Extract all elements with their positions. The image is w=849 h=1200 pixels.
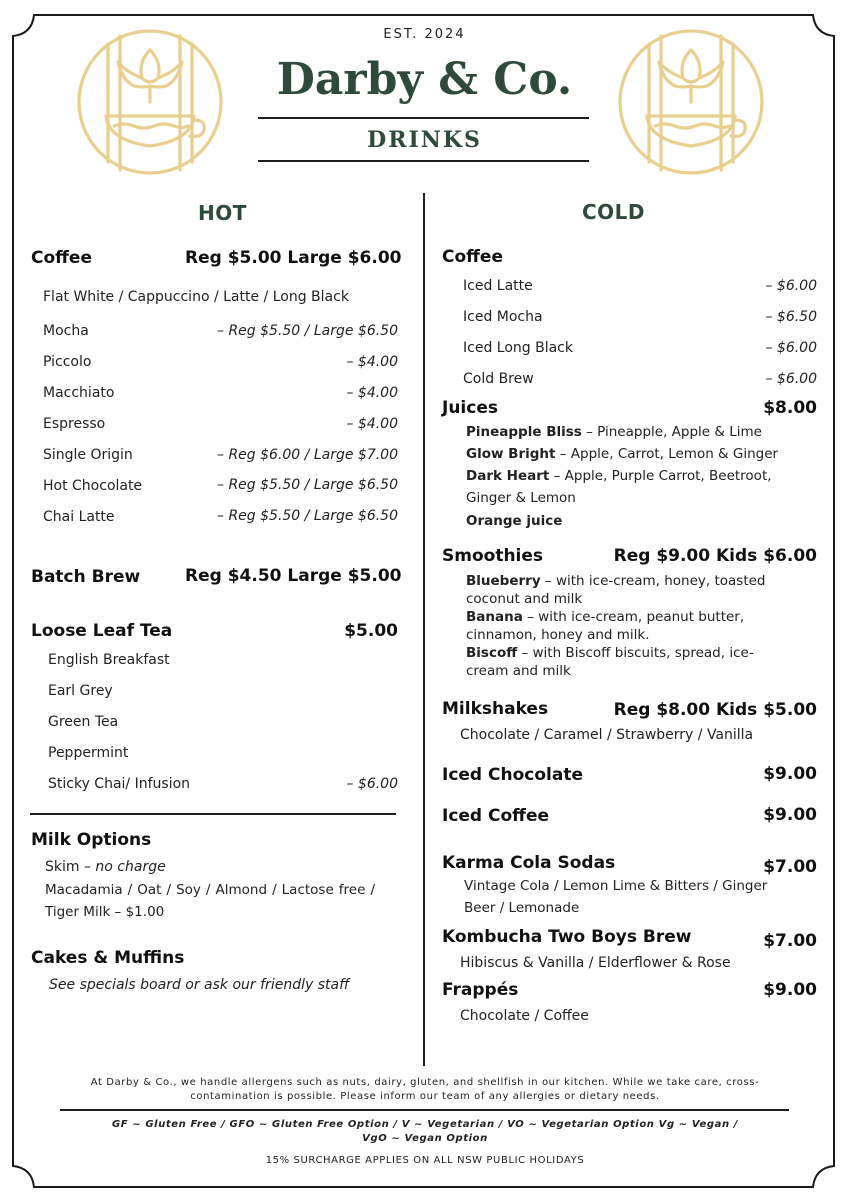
juices-title: Juices [442,398,498,418]
juice-item [466,443,786,465]
menu-item-price: – Reg $6.00 / Large $7.00 [217,447,398,463]
smoothie-name: Banana [466,609,523,625]
menu-item-price: – $4.00 [346,354,398,370]
smoothie-desc: – with ice-cream, honey, toasted coconut and milk [466,573,766,607]
sodas-title: Karma Cola Sodas [442,853,616,873]
menu-item-name: Piccolo [43,354,92,370]
smoothie-name: Blueberry [466,573,541,589]
menu-item-price: – $4.00 [346,385,398,401]
hot-section-divider [30,813,396,815]
menu-item-price: – Reg $5.50 / Large $6.50 [217,323,398,339]
menu-item-price: – $6.00 [765,340,817,356]
hot-coffee-price: Reg $5.00 Large $6.00 [185,248,402,268]
menu-item-price: – Reg $5.50 / Large $6.50 [217,477,398,493]
brand-title: Darby & Co. [276,54,573,105]
menu-item-name: Chai Latte [43,509,115,525]
footer-divider [60,1109,789,1111]
menu-item-name: Mocha [43,323,89,339]
smoothie-desc: – with ice-cream, peanut butter, cinnamon, honey and milk. [466,609,745,643]
juice-desc: – Apple, Purple Carrot, Beetroot, Ginger & Lemon [466,468,772,506]
juice-desc: – Apple, Carrot, Lemon & Ginger [555,446,779,462]
holiday-surcharge: 15% SURCHARGE APPLIES ON ALL NSW PUBLIC HOLIDAYS [265,1155,585,1166]
menu-item-name: Macchiato [43,385,115,401]
smoothies-price: Reg $9.00 Kids $6.00 [613,546,817,566]
hot-heading: HOT [198,201,247,225]
menu-item-name: Iced Latte [463,278,533,294]
menu-item-price: – $6.50 [765,309,817,325]
juice-item [466,465,776,509]
menu-item-price: – $6.00 [765,371,817,387]
tea-item-name: Earl Grey [48,683,113,699]
menu-item-price: – $6.00 [765,278,817,294]
iced-coffee-price: $9.00 [763,805,817,825]
milkshake-flavours: Chocolate / Caramel / Strawberry / Vanilla [460,727,754,743]
hot-coffee-list: Flat White / Cappuccino / Latte / Long Black [43,289,349,305]
milk-skim-label: Skim – [45,859,96,875]
juice-item [466,421,786,443]
kombucha-price: $7.00 [763,931,817,951]
frappes-price: $9.00 [763,980,817,1000]
cakes-muffins-title: Cakes & Muffins [31,948,185,968]
sodas-flavours: Vintage Cola / Lemon Lime & Bitters / Ginger Beer / Lemonade [464,878,768,916]
smoothie-item [466,644,766,680]
menu-item-name: Hot Chocolate [43,478,143,494]
smoothie-item [466,572,766,608]
tea-item-name: English Breakfast [48,652,170,668]
allergen-notice: At Darby & Co., we handle allergens such as nuts, dairy, gluten, and shellfish in our kitchen. While we take care, cross-contamination is possible. Please inform our team of any allergies or dietary needs. [90,1077,760,1102]
menu-item-name: Cold Brew [463,371,534,387]
cold-heading: COLD [582,200,646,224]
milk-alternatives: Macadamia / Oat / Soy / Almond / Lactose free / Tiger Milk – $1.00 [45,882,375,920]
iced-chocolate-price: $9.00 [763,764,817,784]
column-divider [423,193,425,1066]
milkshakes-price: Reg $8.00 Kids $5.00 [613,700,817,720]
menu-item-price: – Reg $5.50 / Large $6.50 [217,508,398,524]
juice-name: Pineapple Bliss [466,424,582,440]
kombucha-title: Kombucha Two Boys Brew [442,927,692,947]
title-divider-top [258,117,589,119]
cakes-muffins-note: See specials board or ask our friendly staff [49,977,350,993]
juices-list [466,421,786,532]
menu-subtitle: DRINKS [367,127,482,153]
kombucha-flavours: Hibiscus & Vanilla / Elderflower & Rose [460,955,731,971]
tea-item-name: Sticky Chai/ Infusion [48,776,191,792]
iced-coffee-title: Iced Coffee [442,806,550,826]
menu-item-name: Single Origin [43,447,133,463]
milkshakes-title: Milkshakes [442,699,549,719]
juice-name: Glow Bright [466,446,556,462]
smoothie-name: Biscoff [466,645,518,661]
milk-options-title: Milk Options [31,830,152,850]
menu-item-price: – $4.00 [346,416,398,432]
tea-item-name: Green Tea [48,714,119,730]
milk-skim-line [45,859,166,875]
menu-item-name: Iced Mocha [463,309,543,325]
sodas-price: $7.00 [763,857,817,877]
juice-desc: – Pineapple, Apple & Lime [581,424,762,440]
smoothies-list [466,572,766,680]
title-divider-bottom [258,160,589,162]
dietary-legend: GF ~ Gluten Free / GFO ~ Gluten Free Option / V ~ Vegetarian / VO ~ Vegetarian Option Vg ~ Vegan / VgO ~ Vegan Option [111,1119,739,1144]
iced-chocolate-title: Iced Chocolate [442,765,583,785]
tea-item-price: – $6.00 [346,776,398,792]
smoothie-desc: – with Biscoff biscuits, spread, ice-cream and milk [466,645,754,679]
menu-item-name: Espresso [43,416,106,432]
juice-name: Orange juice [466,513,563,529]
tea-item-name: Peppermint [48,745,129,761]
frappes-flavours: Chocolate / Coffee [460,1008,589,1024]
smoothie-item [466,608,766,644]
menu-item-name: Iced Long Black [463,340,573,356]
juice-name: Dark Heart [466,468,550,484]
hot-coffee-title: Coffee [31,248,92,268]
milk-skim-note: no charge [95,859,166,875]
established-year: EST. 2024 [383,27,466,42]
smoothies-title: Smoothies [442,546,544,566]
loose-leaf-tea-price: $5.00 [344,621,398,641]
frappes-title: Frappés [442,980,519,1000]
juices-price: $8.00 [763,398,817,418]
juice-item [466,510,786,532]
cold-coffee-title: Coffee [442,247,503,267]
batch-brew-title: Batch Brew [31,567,141,587]
batch-brew-price: Reg $4.50 Large $5.00 [185,566,402,586]
loose-leaf-tea-title: Loose Leaf Tea [31,621,173,641]
